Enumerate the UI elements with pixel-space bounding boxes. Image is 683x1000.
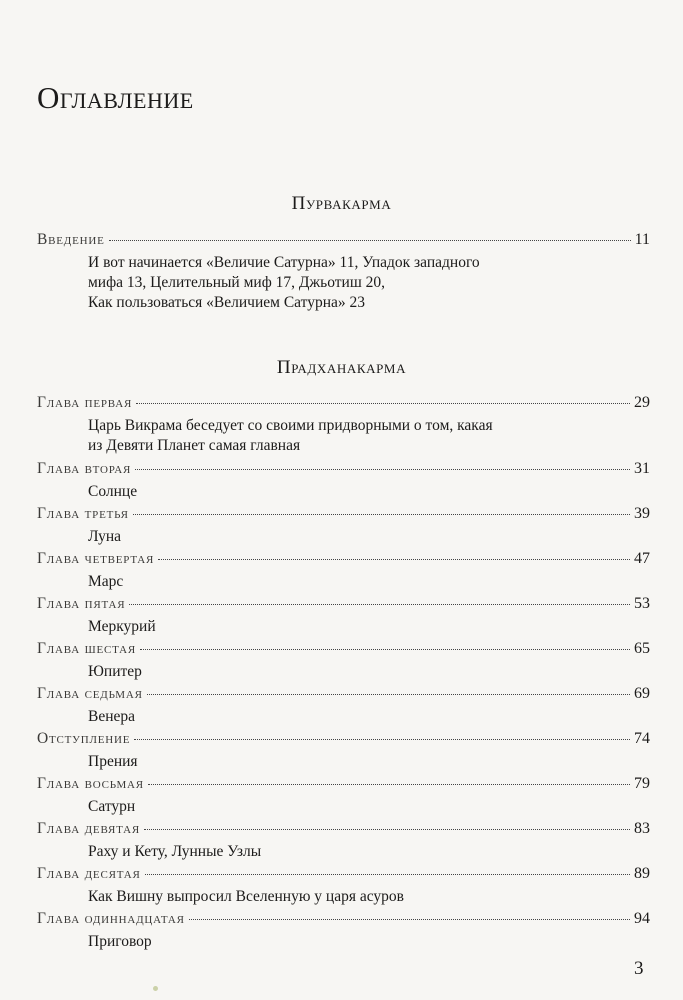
toc-entry-description	[88, 707, 650, 727]
dot-leader	[133, 514, 630, 515]
toc-entry	[37, 460, 650, 502]
dot-leader	[147, 694, 630, 695]
toc-entry-description	[88, 752, 650, 772]
dot-leader	[144, 829, 630, 830]
toc-desc-line: Юпитер	[88, 663, 142, 680]
toc-entry-page: 47	[634, 550, 650, 567]
toc-entry-page: 29	[634, 394, 650, 411]
toc-desc-line: Как Вишну выпросил Вселенную у царя асуров	[88, 888, 404, 905]
toc-entry	[37, 394, 650, 456]
dot-leader	[135, 469, 630, 470]
toc-desc-line: Прения	[88, 753, 138, 770]
toc-desc-line: Луна	[88, 528, 122, 545]
toc-desc-line: из Девяти Планет самая главная	[88, 437, 301, 454]
toc-entry-label: Отступление	[37, 730, 131, 747]
toc-entry-label: Глава девятая	[37, 820, 141, 837]
toc-entry-label: Глава четвертая	[37, 550, 155, 567]
dot-leader	[136, 403, 630, 404]
toc-entry	[37, 231, 650, 313]
toc-desc-line: Марс	[88, 573, 124, 590]
dot-leader	[148, 784, 630, 785]
dot-leader	[158, 559, 630, 560]
toc-entry-page: 89	[634, 865, 650, 882]
dot-leader	[189, 919, 630, 920]
toc-entry	[37, 910, 650, 952]
toc-entry-description	[88, 617, 650, 637]
toc-entry-description	[88, 662, 650, 682]
toc-entry-label: Глава шестая	[37, 640, 137, 657]
toc-entry-description	[88, 932, 650, 952]
toc-entry	[37, 550, 650, 592]
toc-entry-page: 83	[634, 820, 650, 837]
toc-desc-line: Меркурий	[88, 618, 156, 635]
toc-entry-page: 11	[634, 231, 650, 248]
section-heading-pradhanakarma: Прадханакарма	[276, 357, 407, 378]
toc-desc-line: Как пользоваться «Величием Сатурна» 23	[88, 294, 366, 311]
toc-entry-label: Глава пятая	[37, 595, 126, 612]
toc-desc-line: И вот начинается «Величие Сатурна» 11, Упадок западного	[88, 254, 480, 271]
toc-entry-page: 39	[634, 505, 650, 522]
toc-entry-page: 74	[634, 730, 650, 747]
toc-entry	[37, 640, 650, 682]
toc-entry-label: Глава одиннадцатая	[37, 910, 185, 927]
toc-entry-description	[88, 416, 650, 456]
toc-entry-label: Глава вторая	[37, 460, 132, 477]
toc-entry-description	[88, 797, 650, 817]
toc-desc-line: Венера	[88, 708, 136, 725]
toc-entry-description	[88, 572, 650, 592]
toc-entry	[37, 730, 650, 772]
toc-entry	[37, 775, 650, 817]
toc-entry-description	[88, 482, 650, 502]
toc-entry	[37, 505, 650, 547]
toc-entry-label: Глава седьмая	[37, 685, 143, 702]
toc-entry-page: 94	[634, 910, 650, 927]
toc-entry-label: Глава третья	[37, 505, 129, 522]
dot-leader	[129, 604, 630, 605]
toc-entry-label: Глава восьмая	[37, 775, 144, 792]
toc-desc-line: Сатурн	[88, 798, 136, 815]
section-heading-purvakarma: Пурвакарма	[291, 193, 392, 214]
toc-entry-page: 79	[634, 775, 650, 792]
toc-desc-line: Солнце	[88, 483, 138, 500]
toc-entry-page: 31	[634, 460, 650, 477]
toc-entry	[37, 820, 650, 862]
dot-leader	[140, 649, 630, 650]
toc-entry-page: 69	[634, 685, 650, 702]
toc-entry-description	[88, 887, 650, 907]
page-number: 3	[634, 958, 644, 979]
page-title: Оглавление	[37, 80, 194, 115]
toc-entry-label: Введение	[37, 231, 105, 248]
toc-entry	[37, 685, 650, 727]
dot-leader	[134, 739, 630, 740]
toc-desc-line: Раху и Кету, Лунные Узлы	[88, 843, 262, 860]
toc-entry-label: Глава первая	[37, 394, 133, 411]
toc-entry-description	[88, 527, 650, 547]
toc-entry-page: 53	[634, 595, 650, 612]
toc-entry-label: Глава десятая	[37, 865, 141, 882]
toc-desc-line: мифа 13, Целительный миф 17, Джьотиш 20,	[88, 274, 386, 291]
toc-entry-description	[88, 842, 650, 862]
dot-leader	[109, 240, 631, 241]
paper-speck	[153, 986, 158, 991]
toc-entry	[37, 595, 650, 637]
toc-desc-line: Приговор	[88, 933, 152, 950]
toc-entry-description	[88, 253, 650, 313]
toc-entry-page: 65	[634, 640, 650, 657]
toc-entry	[37, 865, 650, 907]
toc-desc-line: Царь Викрама беседует со своими придворными о том, какая	[88, 417, 493, 434]
dot-leader	[145, 874, 630, 875]
